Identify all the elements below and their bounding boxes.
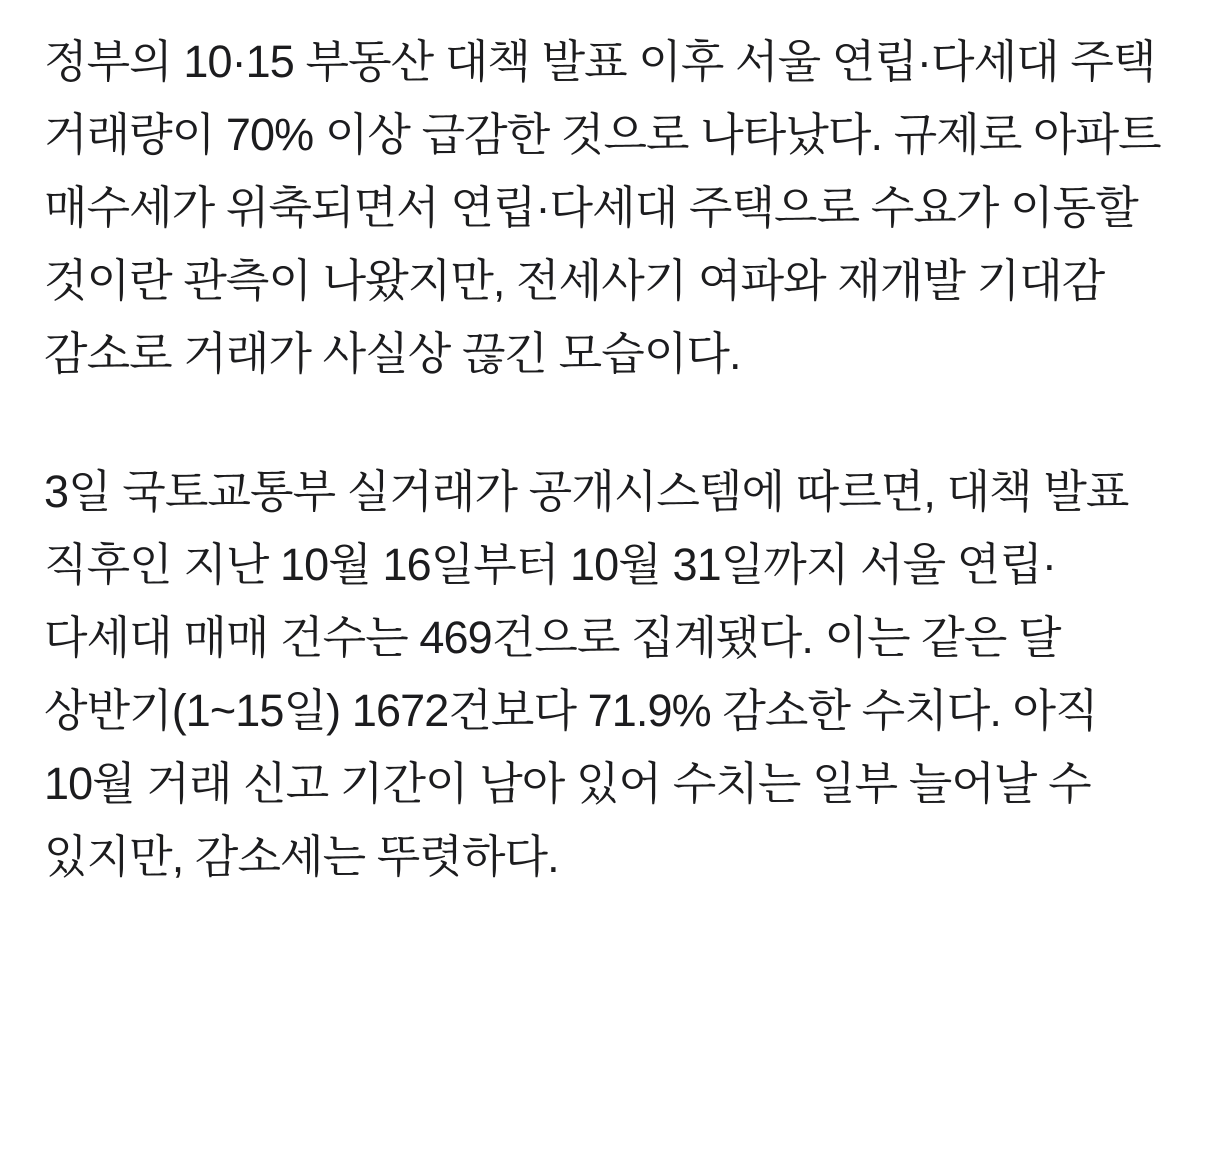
article-paragraph-2: 3일 국토교통부 실거래가 공개시스템에 따르면, 대책 발표 직후인 지난 10월 16일부터 10월 31일까지 서울 연립·다세대 매매 건수는 469건으로 집계됐다. 이는 같은 달 상반기(1~15일) 1672건보다 71.9% 감소한 수치다. 아직 10월 거래 신고 기간이 남아 있어 수치는 일부 늘어날 수 있지만, 감소세는 뚜렷하다.	[44, 466, 1129, 882]
article-paragraph-1: 정부의 10·15 부동산 대책 발표 이후 서울 연립·다세대 주택 거래량이 70% 이상 급감한 것으로 나타났다. 규제로 아파트 매수세가 위축되면서 연립·다세대 주택으로 수요가 이동할 것이란 관측이 나왔지만, 전세사기 여파와 재개발 기대감 감소로 거래가 사실상 끊긴 모습이다.	[44, 36, 1161, 379]
